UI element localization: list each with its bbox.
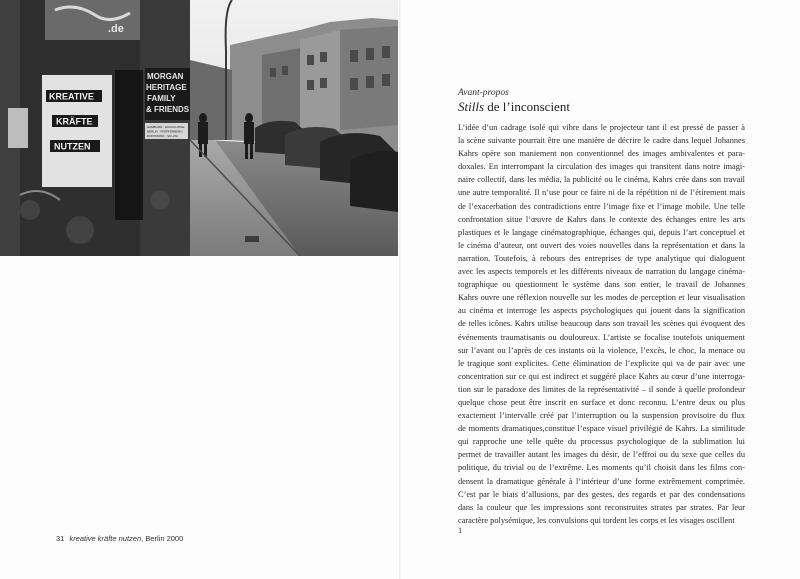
shop-sign-line-3: FAMILY — [147, 94, 176, 103]
photo-caption — [56, 534, 183, 543]
caption-number: 31 — [56, 534, 65, 543]
body-line: qui rapproche une telle quête du processus psychologique de la sublimation lui — [458, 437, 745, 447]
body-line: une autre temporalité. Il n’use pour ce faire ni de la répétition ni de l’étirement mais — [458, 188, 745, 198]
page-number: 1 — [458, 525, 463, 535]
top-sign-text: .de — [108, 23, 124, 35]
body-line: quelque chose peut être inscrit en surface et donc reconnu. L’entre deux ou plus — [458, 397, 745, 407]
chapter-title-rest: de l’inconscient — [484, 99, 570, 114]
body-line: concentration sur ce qui est indirect et suggéré place Kahrs au cœur d’une interroga- — [458, 371, 745, 381]
body-line: de l’exacerbation des contradictions entre l’image fixe et l’image mobile. Une telle — [458, 201, 745, 211]
body-line: au cinéma et interroge les aspects psychologiques qui jouent dans la signification — [458, 306, 745, 316]
body-line: Kahrs opère son maniement non conventionnel des images ambivalentes et para- — [458, 149, 745, 159]
small-poster-line-2: BERLIN · PFEFFERBERG — [147, 129, 183, 134]
body-line: événements traumatisants ou douloureux. L’artiste se focalise toutefois uniquement — [458, 332, 745, 342]
body-line: Kahrs ouvre une réflexion nouvelle sur les modes de perception et leur visualisation — [458, 293, 745, 303]
body-line: C’est par le biais d’allusions, par des gestes, des regards et par des condensations — [458, 489, 745, 499]
body-line: dans la couleur que les impressions sont reconstruites strates par strates. Par leur — [458, 502, 745, 512]
body-line: la scène suivante pourrait être une manière de décrire le cadre dans lequel Johannes — [458, 136, 745, 146]
shop-sign-line-4: & FRIENDS — [146, 105, 190, 114]
body-line: tographique ou questionnent le système dans son entier, le travail de Johannes — [458, 280, 745, 290]
poster-word-1: KREATIVE — [49, 91, 94, 102]
chapter-heading — [458, 87, 758, 114]
body-line: densent la dramatique générale à l’intérieur d’une forme extrêmement comprimée. — [458, 476, 745, 486]
body-line: politique, du trivial ou de l’extrême. Les moments qu’il choisit dans les films con- — [458, 463, 745, 473]
street-photograph — [0, 0, 398, 256]
body-line: confrontation situe l’œuvre de Kahrs dans le contexte des échanges entre les arts — [458, 214, 745, 224]
caption-place-year: , Berlin 2000 — [141, 534, 184, 543]
body-line: caractère polysémique, les convulsions qui tordent les corps et les visages oscillent — [458, 515, 735, 525]
body-line: de moments dramatiques,constitue l’espace visuel privilégié de Kahrs. La similitude — [458, 424, 745, 434]
body-line: naire collectif, dans les média, la publicité ou le cinéma, Kahrs crée dans son travail — [458, 175, 745, 185]
shop-sign-line-2: HERITAGE — [146, 83, 187, 92]
small-poster-line-3: DORTMUND · SKI-ZIG — [147, 134, 178, 138]
body-line: de telles icônes. Kahrs utilise beaucoup dans son travail les scènes qui évoquent des — [458, 319, 745, 329]
poster-word-2: KRÄFTE — [56, 116, 93, 127]
body-line: tion sur le paradoxe des limites de la représentativité – il sonde à quelle profondeur — [458, 384, 745, 394]
body-line: le cinéma d’auteur, ont ouvert des voies nouvelles dans la représentation et dans la — [458, 240, 745, 250]
body-line: permet de travailler autant les images du désir, de l’effroi ou du sexe que celles du — [458, 450, 745, 460]
small-poster-line-1: HAMBURG · ECKACHTIGE — [147, 125, 185, 129]
body-line: doxales. En interrompant la circulation des images qui transitent dans notre imagi- — [458, 162, 745, 172]
shop-sign-line-1: MORGAN — [147, 72, 184, 81]
body-line: avec les aspects temporels et les différents niveaux de narration du langage cinéma- — [458, 267, 745, 277]
book-gutter — [399, 0, 401, 579]
body-text — [458, 121, 745, 527]
body-line: sur l’avant ou l’après de ces instants où la violence, l’excès, le choc, la menace ou — [458, 345, 745, 355]
chapter-title-italic: Stills — [458, 99, 485, 114]
body-line: L’idée d’un cadrage isolé qui vibre dans le projecteur tant il est pressé de passer à — [458, 123, 745, 132]
caption-title: kreative kräfte nutzen — [69, 534, 142, 543]
poster-word-3: NUTZEN — [54, 141, 91, 152]
body-line: narration. Toutefois, à rebours des entreprises de type analytique qui dialoguent — [458, 253, 745, 263]
chapter-kicker: Avant-propos — [458, 88, 509, 98]
body-line: plastiques et le langage cinématographique, échanges qui, depuis l’art conceptuel et — [458, 227, 745, 237]
body-line: exactement l’intervalle créé par l’interruption ou la suspension provisoire du flux — [458, 411, 745, 421]
body-line: le tragique sont explicites. Cette élimination de l’explicite qui va de pair avec une — [458, 358, 745, 368]
chapter-title — [458, 99, 758, 114]
